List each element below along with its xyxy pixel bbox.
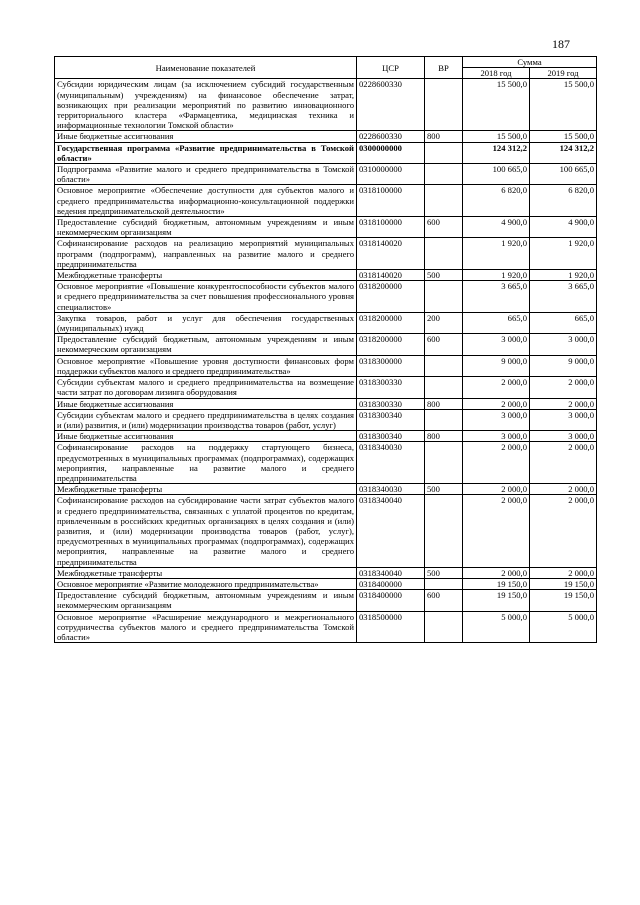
row-vr: 200 bbox=[425, 312, 463, 333]
table-row bbox=[55, 578, 597, 589]
row-csr: 0318340040 bbox=[357, 567, 425, 578]
row-csr: 0318300330 bbox=[357, 377, 425, 398]
row-sum-2019: 2 000,0 bbox=[530, 484, 597, 495]
row-vr: 800 bbox=[425, 431, 463, 442]
row-sum-2018: 15 500,0 bbox=[463, 131, 530, 142]
row-vr: 600 bbox=[425, 217, 463, 238]
row-sum-2019: 5 000,0 bbox=[530, 611, 597, 643]
row-name bbox=[55, 164, 357, 185]
row-name-text: Предоставление субсидий бюджетным, автономным учреждениям и иным некоммерческим организациям bbox=[57, 217, 354, 238]
table-row bbox=[55, 567, 597, 578]
row-sum-2019: 2 000,0 bbox=[530, 495, 597, 567]
header-sum: Сумма bbox=[463, 57, 597, 68]
row-csr: 0310000000 bbox=[357, 164, 425, 185]
row-csr: 0318300340 bbox=[357, 409, 425, 430]
table-row bbox=[55, 431, 597, 442]
row-csr: 0318300000 bbox=[357, 355, 425, 376]
table-row bbox=[55, 442, 597, 484]
row-sum-2018: 3 000,0 bbox=[463, 409, 530, 430]
row-csr: 0318400000 bbox=[357, 590, 425, 611]
row-vr: 800 bbox=[425, 398, 463, 409]
table-row bbox=[55, 377, 597, 398]
row-sum-2018: 9 000,0 bbox=[463, 355, 530, 376]
row-name bbox=[55, 377, 357, 398]
row-name-text: Софинансирование расходов на поддержку стартующего бизнеса, предусмотренных в муниципальных программах (подпрограммах), содержащих мероприятия, направленные на развитие малого и среднего предпринимательства bbox=[57, 442, 354, 483]
row-name bbox=[55, 442, 357, 484]
table-row bbox=[55, 334, 597, 355]
row-sum-2018: 3 000,0 bbox=[463, 431, 530, 442]
table-row bbox=[55, 131, 597, 142]
row-vr bbox=[425, 442, 463, 484]
row-csr: 0318300340 bbox=[357, 431, 425, 442]
row-csr: 0318300330 bbox=[357, 398, 425, 409]
row-csr: 0318200000 bbox=[357, 312, 425, 333]
row-name bbox=[55, 611, 357, 643]
row-sum-2018: 1 920,0 bbox=[463, 238, 530, 270]
row-csr: 0300000000 bbox=[357, 142, 425, 163]
row-sum-2018: 2 000,0 bbox=[463, 484, 530, 495]
table-row bbox=[55, 495, 597, 567]
row-sum-2018: 2 000,0 bbox=[463, 377, 530, 398]
row-name bbox=[55, 281, 357, 313]
row-sum-2019: 2 000,0 bbox=[530, 567, 597, 578]
row-csr: 0318100000 bbox=[357, 185, 425, 217]
table-row bbox=[55, 398, 597, 409]
row-name bbox=[55, 79, 357, 131]
row-sum-2018: 665,0 bbox=[463, 312, 530, 333]
row-csr: 0318100000 bbox=[357, 217, 425, 238]
row-name-text: Субсидии субъектам малого и среднего предпринимательства в целях создания и (или) развития, и (или) модернизации производства товаров (работ, услуг) bbox=[57, 409, 354, 430]
row-name bbox=[55, 312, 357, 333]
row-sum-2019: 124 312,2 bbox=[530, 142, 597, 163]
row-sum-2018: 4 900,0 bbox=[463, 217, 530, 238]
row-name bbox=[55, 431, 357, 442]
row-vr bbox=[425, 409, 463, 430]
header-row bbox=[55, 57, 597, 68]
row-sum-2019: 19 150,0 bbox=[530, 578, 597, 589]
row-vr bbox=[425, 495, 463, 567]
row-name-text: Софинансирование расходов на субсидирование части затрат субъектов малого и среднего предпринимательства, связанных с уплатой процентов по кредитам, привлеченным в российских кредитных организациях в целях создания и (или) развития, и (или) модернизации производства товаров (работ, услуг), предусмотренных в муниципальных программах (подпрограммах), содержащих мероприятия, направленные на развитие малого и среднего предпринимательства bbox=[57, 495, 354, 567]
row-name-text: Закупка товаров, работ и услуг для обеспечения государственных (муниципальных) нужд bbox=[57, 312, 354, 334]
row-sum-2018: 124 312,2 bbox=[463, 142, 530, 163]
row-name bbox=[55, 217, 357, 238]
row-name-text: Субсидии юридическим лицам (за исключением субсидий государственным (муниципальным) учреждениям) на финансовое обеспечение затрат, возникающих при реализации мероприятий по развитию инновационного территориального кластера «Фармацевтика, медицинская техника и информационные технологии Томской области» bbox=[57, 79, 354, 131]
row-csr: 0318500000 bbox=[357, 611, 425, 643]
row-vr bbox=[425, 578, 463, 589]
budget-table bbox=[54, 56, 597, 643]
row-name-text: Основное мероприятие «Развитие молодежного предпринимательства» bbox=[57, 578, 319, 589]
row-sum-2019: 3 000,0 bbox=[530, 334, 597, 355]
table-row bbox=[55, 281, 597, 313]
row-name bbox=[55, 398, 357, 409]
row-name-text: Межбюджетные трансферты bbox=[57, 567, 163, 578]
row-name-text: Предоставление субсидий бюджетным, автономным учреждениям и иным некоммерческим организациям bbox=[57, 590, 354, 611]
row-sum-2018: 2 000,0 bbox=[463, 398, 530, 409]
row-name bbox=[55, 409, 357, 430]
row-sum-2019: 665,0 bbox=[530, 312, 597, 333]
row-vr: 500 bbox=[425, 567, 463, 578]
row-sum-2019: 2 000,0 bbox=[530, 442, 597, 484]
row-name bbox=[55, 567, 357, 578]
table-row bbox=[55, 164, 597, 185]
table-row bbox=[55, 270, 597, 281]
row-vr: 600 bbox=[425, 590, 463, 611]
row-name-text: Межбюджетные трансферты bbox=[57, 270, 163, 281]
row-name bbox=[55, 495, 357, 567]
row-sum-2019: 4 900,0 bbox=[530, 217, 597, 238]
row-name-text: Иные бюджетные ассигнования bbox=[57, 398, 174, 409]
row-sum-2018: 2 000,0 bbox=[463, 442, 530, 484]
row-vr bbox=[425, 164, 463, 185]
row-sum-2018: 15 500,0 bbox=[463, 79, 530, 131]
row-sum-2019: 3 665,0 bbox=[530, 281, 597, 313]
row-name-text: Предоставление субсидий бюджетным, автономным учреждениям и иным некоммерческим организациям bbox=[57, 334, 354, 355]
table-body bbox=[55, 79, 597, 643]
row-csr: 0228600330 bbox=[357, 131, 425, 142]
header-csr: ЦСР bbox=[357, 57, 425, 79]
row-csr: 0228600330 bbox=[357, 79, 425, 131]
header-year-2019: 2019 год bbox=[530, 68, 597, 79]
row-name bbox=[55, 185, 357, 217]
row-csr: 0318400000 bbox=[357, 578, 425, 589]
row-vr bbox=[425, 185, 463, 217]
row-name bbox=[55, 334, 357, 355]
row-sum-2019: 19 150,0 bbox=[530, 590, 597, 611]
row-name bbox=[55, 238, 357, 270]
row-sum-2019: 1 920,0 bbox=[530, 238, 597, 270]
row-csr: 0318340030 bbox=[357, 484, 425, 495]
row-sum-2019: 15 500,0 bbox=[530, 131, 597, 142]
row-name bbox=[55, 270, 357, 281]
row-sum-2019: 1 920,0 bbox=[530, 270, 597, 281]
row-vr: 800 bbox=[425, 131, 463, 142]
row-csr: 0318200000 bbox=[357, 334, 425, 355]
row-sum-2019: 3 000,0 bbox=[530, 431, 597, 442]
table-row bbox=[55, 185, 597, 217]
table-row bbox=[55, 611, 597, 643]
row-name-text: Основное мероприятие «Повышение конкурентоспособности субъектов малого и среднего предпринимательства за счет повышения профессионального уровня специалистов» bbox=[57, 281, 354, 312]
row-name bbox=[55, 484, 357, 495]
table-row bbox=[55, 355, 597, 376]
row-csr: 0318140020 bbox=[357, 270, 425, 281]
table-row bbox=[55, 217, 597, 238]
row-name bbox=[55, 578, 357, 589]
row-sum-2018: 19 150,0 bbox=[463, 578, 530, 589]
row-sum-2019: 3 000,0 bbox=[530, 409, 597, 430]
row-sum-2018: 3 665,0 bbox=[463, 281, 530, 313]
row-csr: 0318340030 bbox=[357, 442, 425, 484]
row-name bbox=[55, 590, 357, 611]
page-number: 187 bbox=[552, 37, 570, 51]
row-vr bbox=[425, 142, 463, 163]
row-name-text: Государственная программа «Развитие предпринимательства в Томской области» bbox=[57, 142, 354, 163]
row-name-text: Подпрограмма «Развитие малого и среднего предпринимательства в Томской области» bbox=[57, 164, 354, 185]
row-sum-2018: 6 820,0 bbox=[463, 185, 530, 217]
header-name: Наименование показателей bbox=[55, 57, 357, 79]
row-sum-2018: 3 000,0 bbox=[463, 334, 530, 355]
row-csr: 0318140020 bbox=[357, 238, 425, 270]
table-row bbox=[55, 238, 597, 270]
table-row bbox=[55, 484, 597, 495]
row-sum-2018: 100 665,0 bbox=[463, 164, 530, 185]
row-sum-2019: 9 000,0 bbox=[530, 355, 597, 376]
table-row bbox=[55, 79, 597, 131]
row-name-text: Основное мероприятие «Обеспечение доступности для субъектов малого и среднего предпринимательства информационно-консультационной поддержки ведения предпринимательской деятельности» bbox=[57, 185, 354, 216]
row-sum-2019: 2 000,0 bbox=[530, 377, 597, 398]
table-row bbox=[55, 312, 597, 333]
header-year-2018: 2018 год bbox=[463, 68, 530, 79]
row-name bbox=[55, 142, 357, 163]
row-vr bbox=[425, 238, 463, 270]
table-row bbox=[55, 590, 597, 611]
row-name-text: Иные бюджетные ассигнования bbox=[57, 131, 174, 142]
row-vr: 600 bbox=[425, 334, 463, 355]
row-csr: 0318200000 bbox=[357, 281, 425, 313]
row-vr bbox=[425, 377, 463, 398]
row-sum-2019: 2 000,0 bbox=[530, 398, 597, 409]
row-vr bbox=[425, 611, 463, 643]
row-sum-2018: 5 000,0 bbox=[463, 611, 530, 643]
row-vr: 500 bbox=[425, 270, 463, 281]
row-vr: 500 bbox=[425, 484, 463, 495]
row-vr bbox=[425, 281, 463, 313]
row-sum-2019: 100 665,0 bbox=[530, 164, 597, 185]
row-name-text: Основное мероприятие «Повышение уровня доступности финансовых форм поддержки субъектов малого и среднего предпринимательства» bbox=[57, 355, 354, 376]
row-csr: 0318340040 bbox=[357, 495, 425, 567]
row-sum-2019: 6 820,0 bbox=[530, 185, 597, 217]
row-name bbox=[55, 355, 357, 376]
row-name-text: Межбюджетные трансферты bbox=[57, 484, 163, 495]
row-sum-2018: 1 920,0 bbox=[463, 270, 530, 281]
row-sum-2018: 19 150,0 bbox=[463, 590, 530, 611]
row-name-text: Софинансирование расходов на реализацию мероприятий муниципальных программ (подпрограмм), направленных на развитие малого и среднего предпринимательства bbox=[57, 238, 354, 269]
row-sum-2019: 15 500,0 bbox=[530, 79, 597, 131]
row-name-text: Субсидии субъектам малого и среднего предпринимательства на возмещение части затрат по договорам лизинга оборудования bbox=[57, 377, 354, 398]
row-name bbox=[55, 131, 357, 142]
row-sum-2018: 2 000,0 bbox=[463, 495, 530, 567]
row-name-text: Основное мероприятие «Расширение международного и межрегионального сотрудничества субъектов малого и среднего предпринимательства Томской области» bbox=[57, 611, 354, 642]
header-vr: ВР bbox=[425, 57, 463, 79]
table-row bbox=[55, 409, 597, 430]
row-vr bbox=[425, 79, 463, 131]
row-vr bbox=[425, 355, 463, 376]
row-name-text: Иные бюджетные ассигнования bbox=[57, 431, 174, 442]
row-sum-2018: 2 000,0 bbox=[463, 567, 530, 578]
table-row bbox=[55, 142, 597, 163]
